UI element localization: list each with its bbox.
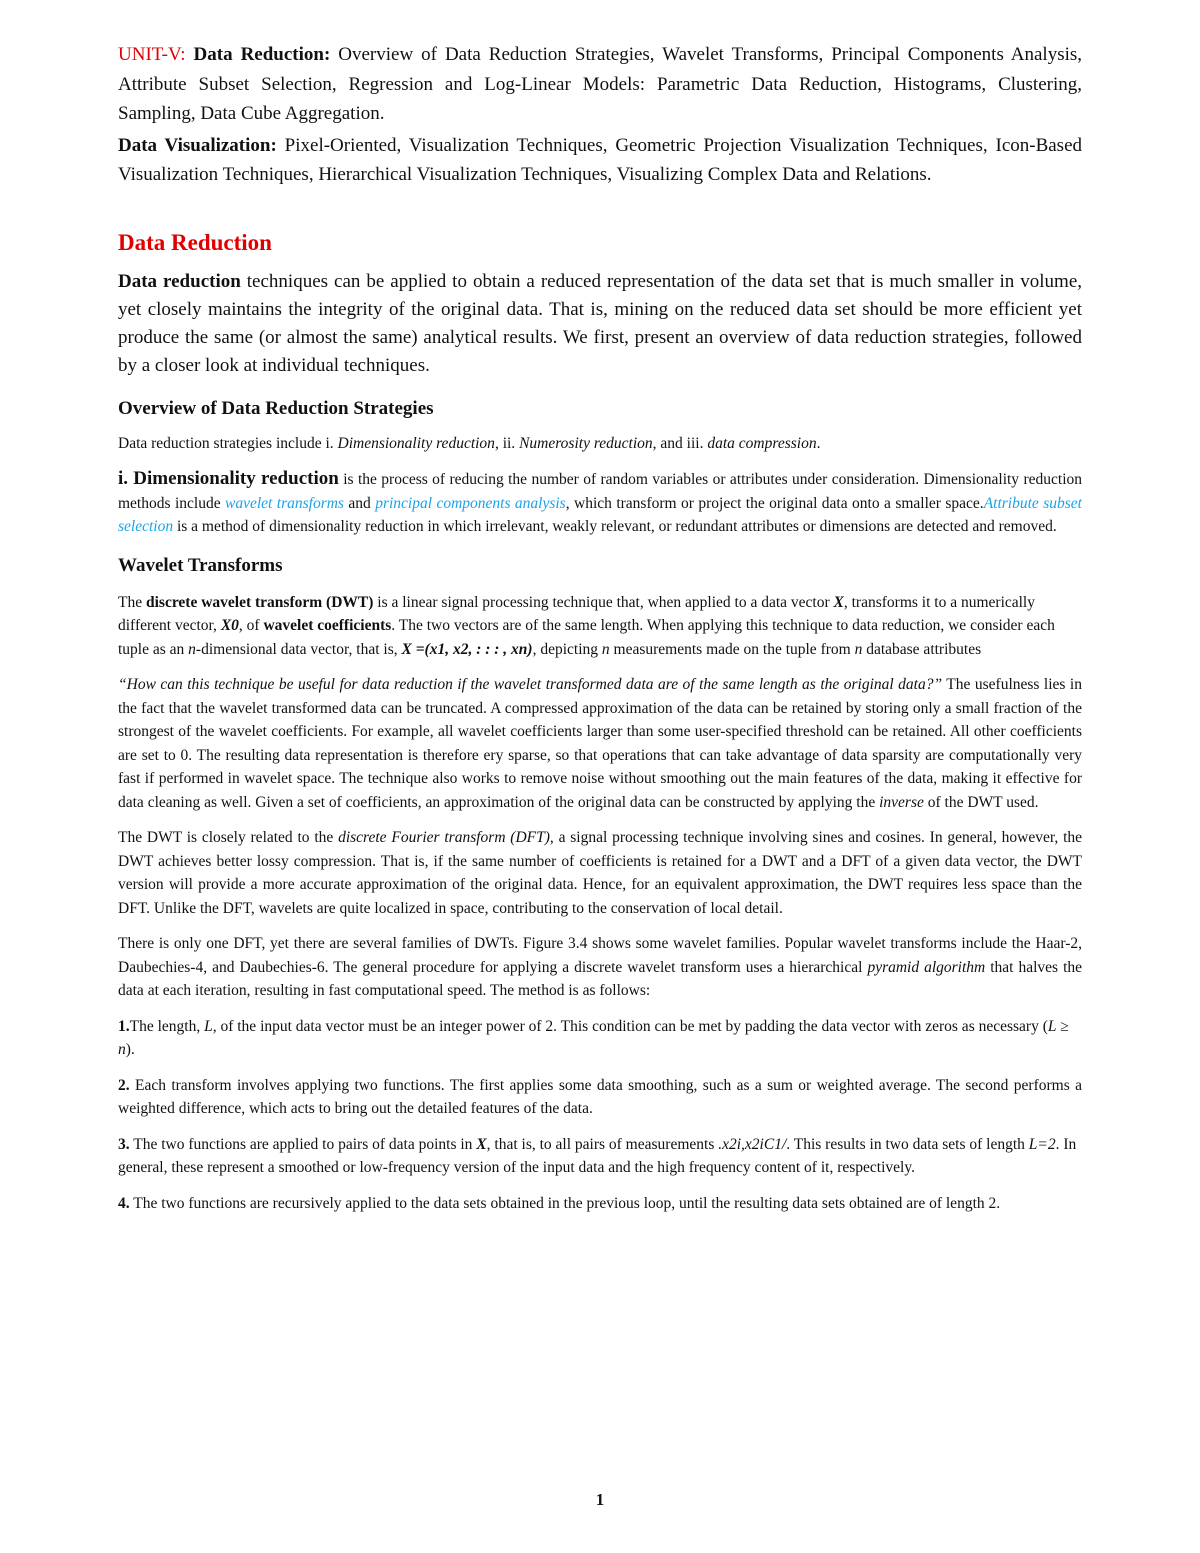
- dwt-text-9: database attributes: [862, 640, 982, 658]
- overview-num-red: Numerosity reduction: [519, 434, 653, 452]
- overview-text-mid2: , and iii.: [652, 434, 708, 452]
- dwt-text-4: , of: [238, 617, 264, 634]
- step-1-number: 1.: [118, 1017, 130, 1035]
- overview-text-start: Data reduction strategies include i.: [118, 434, 338, 452]
- families-text-2: that halves the data at each iteration, resulting in fast computational speed. The method is as follows:: [118, 958, 1083, 999]
- vector-equation: X =(x1, x2, : : : , xn): [401, 640, 533, 658]
- dimensionality-text-4: is a method of dimensionality reduction in which irrelevant, weakly relevant, or redundant attributes or dimensions are detected and removed.: [173, 518, 1057, 535]
- step-4-text: The two functions are recursively applied to the data sets obtained in the previous loop, until the resulting data sets obtained are of length 2.: [129, 1194, 1001, 1212]
- intro-paragraph: [118, 268, 1082, 380]
- usefulness-text-1: The usefulness lies in the fact that the wavelet transformed data can be truncated. A compressed approximation of the data can be retained by storing only a small fraction of the strongest of the wavelet coefficients. For example, all wavelet coefficients larger than some user-specified threshold can be retained. All other coefficients are set to 0. The resulting data representation is therefore ery sparse, so that operations that can take advantage of data sparsity are computationally very fast if performed in wavelet space. The technique also works to remove noise without smoothing out the main features of the data, making it effective for data cleaning as well. Given a set of coefficients, an approximation of the original data can be constructed by applying the: [118, 676, 1082, 811]
- dwt-text-2: is a linear signal processing technique that, when applied to a data vector: [373, 593, 834, 611]
- families-text-1: There is only one DFT, yet there are several families of DWTs. Figure 3.4 shows some wavelet families. Popular wavelet transforms include the Haar-2, Daubechies-4, and Daubechies-6. The general procedure for applying a discrete wavelet transform uses a hierarchical: [118, 935, 1082, 976]
- dwt-text-1: The: [118, 593, 146, 611]
- syllabus-data-visualization: [118, 131, 1082, 190]
- section-title: Data Reduction: [118, 229, 272, 255]
- overview-heading: Overview of Data Reduction Strategies: [118, 397, 434, 419]
- step-3-text-3: . This results in two data sets of length: [786, 1135, 1029, 1153]
- measurement-pairs: .x2i,x2iC1/: [718, 1135, 787, 1153]
- wavelet-heading: Wavelet Transforms: [118, 554, 283, 576]
- step-1-text-2: , of the input data vector must be an integer power of 2. This condition can be met by padding the data vector with zeros as necessary (: [212, 1017, 1048, 1035]
- dwt-text-5: . The two vectors are of the same length. When applying this technique to data reduction, we consider each tuple as an: [118, 617, 1055, 658]
- syllabus-data-reduction: [118, 40, 1082, 129]
- dwt-text-3: , transforms it to a numerically different vector,: [118, 593, 1035, 634]
- step-3-text-2: , that is, to all pairs of measurements: [486, 1135, 719, 1153]
- usefulness-quote: “How can this technique be useful for data reduction if the wavelet transformed data are of the same length as the original data?”: [118, 676, 943, 693]
- dimensionality-text-1: is the process of reducing the number of random variables or attributes under consideration. Dimensionality reduction methods include: [118, 471, 1082, 512]
- overview-text-end: .: [816, 434, 821, 452]
- step-1-text-1: The length,: [129, 1017, 205, 1035]
- overview-text-mid1: , ii.: [494, 434, 520, 452]
- pyramid-term: pyramid algorithm: [867, 958, 986, 976]
- dimensionality-text-3: , which transform or project the original data onto a smaller space.: [565, 494, 984, 512]
- usefulness-paragraph: [118, 673, 1082, 814]
- dft-term: discrete Fourier transform (DFT): [338, 829, 550, 846]
- step-3-vector-x: X: [476, 1135, 487, 1153]
- dimensionality-paragraph: [118, 467, 1082, 539]
- intro-term: Data reduction: [118, 270, 241, 292]
- half-length: L=2: [1028, 1135, 1056, 1153]
- dft-paragraph: [118, 826, 1082, 920]
- step-4-number: 4.: [118, 1194, 130, 1212]
- visualization-label: Data Visualization:: [118, 134, 277, 156]
- usefulness-text-2: of the DWT used.: [923, 793, 1039, 811]
- var-n-2: n: [601, 640, 610, 658]
- dwt-term: discrete wavelet transform (DWT): [145, 593, 374, 611]
- wavelet-coefficients-term: wavelet coefficients: [263, 617, 392, 634]
- dimensionality-lead: i. Dimensionality reduction: [118, 468, 339, 489]
- overview-paragraph: [118, 432, 1082, 456]
- step-3-text-1: The two functions are applied to pairs of data points in: [129, 1135, 477, 1153]
- step-3-text-4: . In general, these represent a smoothed or low-frequency version of the input data and the high frequency content of it, respectively.: [118, 1135, 1077, 1176]
- overview-dim-red: Dimensionality reduction: [337, 434, 495, 452]
- intro-text: techniques can be applied to obtain a reduced representation of the data set that is much smaller in volume, yet closely maintains the integrity of the original data. That is, mining on the reduced data set should be more efficient yet produce the same (or almost the same) analytical results. We first, present an overview of data reduction strategies, followed by a closer look at individual techniques.: [118, 270, 1083, 376]
- wavelet-transforms-link[interactable]: wavelet transforms: [225, 494, 344, 512]
- dwt-text-8: measurements made on the tuple from: [609, 640, 855, 658]
- overview-data-comp: data compression: [707, 434, 817, 452]
- length-condition: L ≥ n: [118, 1017, 1069, 1058]
- dft-text-2: , a signal processing technique involving sines and cosines. In general, however, the DWT achieves better lossy compression. That is, if the same number of coefficients is retained for a DWT and a DFT of a given data vector, the DWT version will provide a more accurate approximation of the original data. Hence, for an equivalent approximation, the DWT requires less space than the DFT. Unlike the DFT, wavelets are quite localized in space, contributing to the conservation of local detail.: [118, 829, 1083, 917]
- page-number: 1: [595, 1490, 605, 1509]
- step-4: [118, 1192, 1082, 1216]
- step-2-number: 2.: [118, 1076, 130, 1094]
- unit-label: UNIT-V:: [118, 44, 186, 65]
- step-1-text-3: ).: [125, 1041, 135, 1058]
- dwt-text-7: , depicting: [532, 640, 602, 658]
- reduction-topics: Overview of Data Reduction Strategies, Wavelet Transforms, Principal Components Analysis, Attribute Subset Selection, Regression and Log-Linear Models: Parametric Data Reduction, Histograms, Clustering, Sampling, Data Cube Aggregation.: [118, 44, 1083, 124]
- step-3-number: 3.: [118, 1135, 130, 1153]
- var-n-3: n: [854, 640, 863, 658]
- var-l: L: [204, 1017, 213, 1035]
- step-3: [118, 1133, 1082, 1180]
- vector-x0: X0: [220, 617, 239, 634]
- dft-text-1: The DWT is closely related to the: [118, 829, 339, 846]
- reduction-label: Data Reduction:: [193, 44, 331, 65]
- attribute-subset-link[interactable]: Attribute subset selection: [118, 494, 1082, 535]
- dimensionality-text-2: and: [343, 494, 376, 512]
- inverse-term: inverse: [879, 793, 924, 811]
- dwt-text-6: -dimensional data vector, that is,: [195, 640, 402, 658]
- dwt-paragraph: [118, 591, 1082, 662]
- visualization-topics: Pixel-Oriented, Visualization Techniques, Geometric Projection Visualization Techniques, Icon-Based Visualization Techniques, Hierarchical Visualization Techniques, Visualizing Complex Data and Relations.: [118, 134, 1083, 185]
- vector-x: X: [833, 593, 844, 611]
- step-1: [118, 1015, 1082, 1062]
- document-page: [118, 40, 1082, 1227]
- step-2: [118, 1074, 1082, 1121]
- var-n-1: n: [188, 640, 196, 658]
- pca-link[interactable]: principal components analysis: [375, 494, 566, 512]
- families-paragraph: [118, 932, 1082, 1003]
- step-2-text: Each transform involves applying two functions. The first applies some data smoothing, such as a sum or weighted average. The second performs a weighted difference, which acts to bring out the detailed features of the data.: [118, 1076, 1082, 1117]
